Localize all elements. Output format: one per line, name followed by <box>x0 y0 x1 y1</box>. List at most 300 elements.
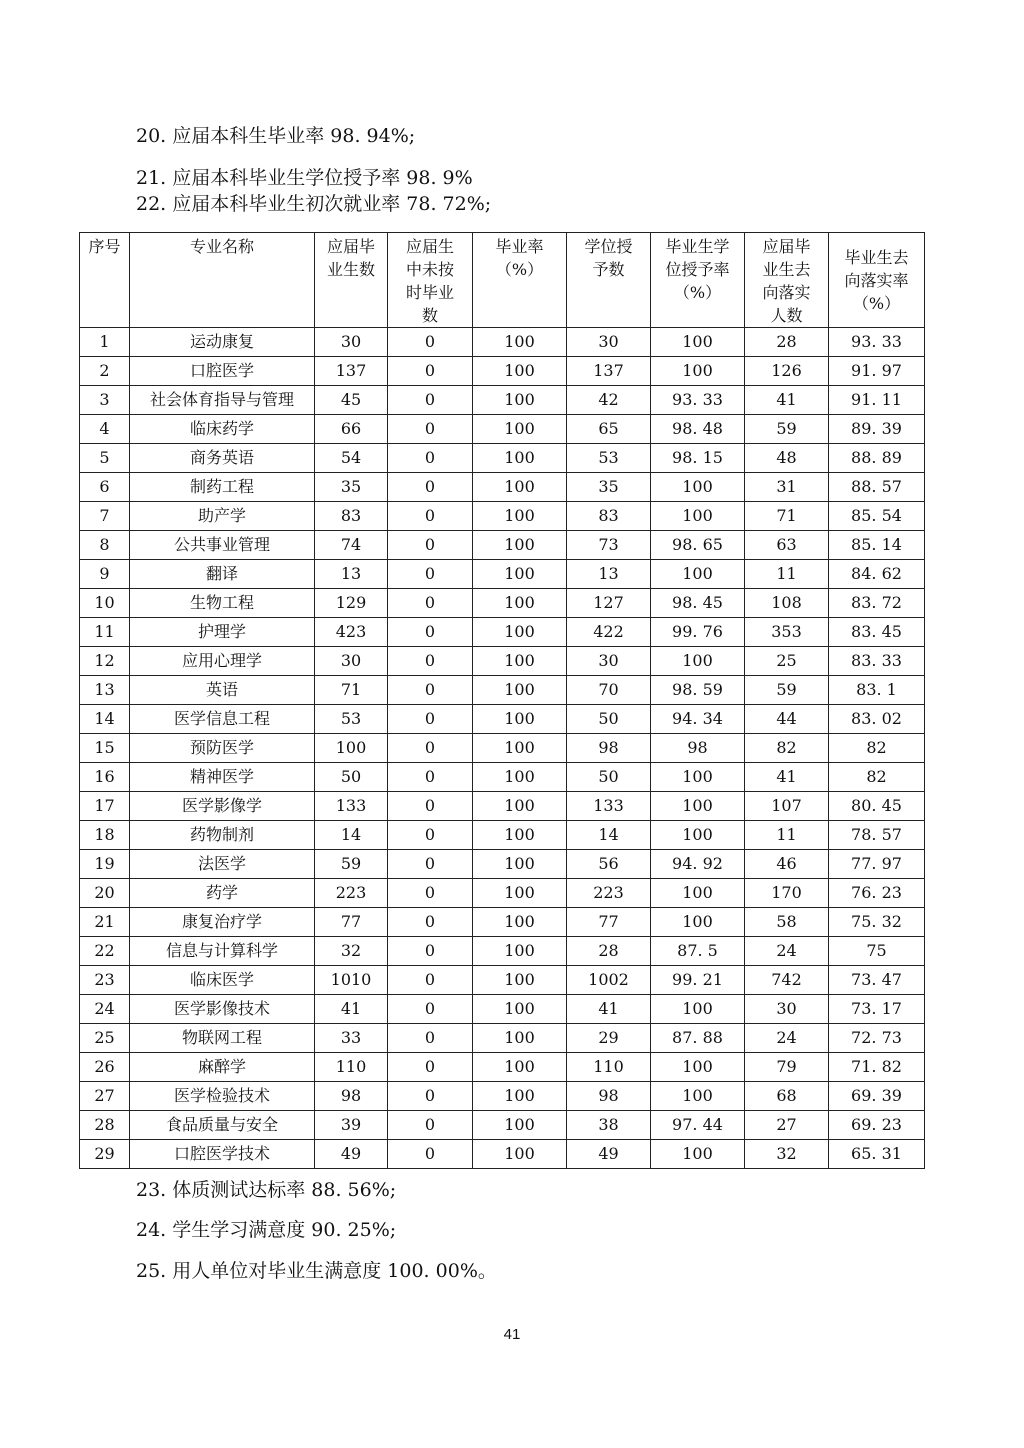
table-row <box>80 676 925 705</box>
table-cell: 129 <box>315 589 388 618</box>
table-cell: 83 <box>567 502 651 531</box>
table-cell: 223 <box>567 879 651 908</box>
table-cell: 麻醉学 <box>130 1053 315 1082</box>
table-cell: 0 <box>388 444 473 473</box>
table-cell: 12 <box>80 647 130 676</box>
table-cell: 0 <box>388 792 473 821</box>
table-cell: 170 <box>745 879 829 908</box>
table-cell: 0 <box>388 1024 473 1053</box>
table-row <box>80 415 925 444</box>
table-cell: 65 <box>567 415 651 444</box>
table-cell: 口腔医学 <box>130 357 315 386</box>
table-row <box>80 1111 925 1140</box>
column-header <box>80 233 130 328</box>
table-cell: 100 <box>651 647 745 676</box>
table-cell: 94. 92 <box>651 850 745 879</box>
table-cell: 8 <box>80 531 130 560</box>
table-cell: 22 <box>80 937 130 966</box>
table-cell: 87. 5 <box>651 937 745 966</box>
table-row <box>80 618 925 647</box>
table-row <box>80 589 925 618</box>
table-cell: 30 <box>315 328 388 357</box>
table-cell: 133 <box>315 792 388 821</box>
table-cell: 24 <box>745 937 829 966</box>
table-cell: 口腔医学技术 <box>130 1140 315 1169</box>
table-cell: 32 <box>745 1140 829 1169</box>
table-cell: 1002 <box>567 966 651 995</box>
table-cell: 100 <box>473 589 567 618</box>
table-cell: 93. 33 <box>651 386 745 415</box>
column-header <box>473 233 567 328</box>
table-cell: 29 <box>80 1140 130 1169</box>
table-cell: 73. 47 <box>829 966 925 995</box>
table-cell: 15 <box>80 734 130 763</box>
table-cell: 0 <box>388 966 473 995</box>
table-cell: 100 <box>473 676 567 705</box>
table-row <box>80 850 925 879</box>
table-cell: 商务英语 <box>130 444 315 473</box>
page-number: 41 <box>503 1326 521 1343</box>
table-cell: 4 <box>80 415 130 444</box>
table-cell: 30 <box>567 647 651 676</box>
table-cell: 31 <box>745 473 829 502</box>
table-row <box>80 328 925 357</box>
column-header-line: 时毕业 <box>405 283 454 302</box>
table-cell: 100 <box>651 821 745 850</box>
table-cell: 0 <box>388 850 473 879</box>
table-cell: 28 <box>567 937 651 966</box>
table-cell: 59 <box>315 850 388 879</box>
table-cell: 100 <box>473 502 567 531</box>
table-cell: 11 <box>80 618 130 647</box>
table-cell: 97. 44 <box>651 1111 745 1140</box>
paragraph-item-24: 24. 学生学习满意度 90. 25%; <box>136 1219 397 1241</box>
table-cell: 45 <box>315 386 388 415</box>
paragraph-item-21: 21. 应届本科毕业生学位授予率 98. 9% <box>136 167 473 189</box>
table-cell: 127 <box>567 589 651 618</box>
table-cell: 100 <box>315 734 388 763</box>
table-cell: 100 <box>473 444 567 473</box>
table-cell: 100 <box>473 850 567 879</box>
table-cell: 23 <box>80 966 130 995</box>
table-row <box>80 386 925 415</box>
table-cell: 35 <box>315 473 388 502</box>
table-cell: 100 <box>473 1111 567 1140</box>
table-cell: 41 <box>315 995 388 1024</box>
table-cell: 100 <box>473 1140 567 1169</box>
table-cell: 100 <box>473 1082 567 1111</box>
table-cell: 99. 21 <box>651 966 745 995</box>
table-cell: 信息与计算科学 <box>130 937 315 966</box>
column-header-line: 向落实率 <box>844 270 909 290</box>
table-cell: 0 <box>388 415 473 444</box>
table-cell: 翻译 <box>130 560 315 589</box>
table-cell: 83 <box>315 502 388 531</box>
table-cell: 68 <box>745 1082 829 1111</box>
table-cell: 41 <box>745 763 829 792</box>
table-cell: 44 <box>745 705 829 734</box>
table-cell: 14 <box>315 821 388 850</box>
table-cell: 69. 23 <box>829 1111 925 1140</box>
column-header-line: （%） <box>852 293 901 313</box>
table-cell: 77. 97 <box>829 850 925 879</box>
table-cell: 27 <box>745 1111 829 1140</box>
table-cell: 0 <box>388 705 473 734</box>
column-header-line: 数 <box>421 306 438 325</box>
table-cell: 126 <box>745 357 829 386</box>
table-cell: 0 <box>388 357 473 386</box>
table-cell: 14 <box>80 705 130 734</box>
table-cell: 100 <box>473 966 567 995</box>
table-cell: 70 <box>567 676 651 705</box>
table-cell: 5 <box>80 444 130 473</box>
table-cell: 71. 82 <box>829 1053 925 1082</box>
table-cell: 223 <box>315 879 388 908</box>
table-cell: 91. 97 <box>829 357 925 386</box>
table-cell: 100 <box>473 357 567 386</box>
table-cell: 32 <box>315 937 388 966</box>
column-header-line: 予数 <box>592 260 625 279</box>
table-cell: 69. 39 <box>829 1082 925 1111</box>
table-cell: 护理学 <box>130 618 315 647</box>
table-cell: 87. 88 <box>651 1024 745 1053</box>
table-cell: 98 <box>567 734 651 763</box>
table-cell: 26 <box>80 1053 130 1082</box>
table-cell: 医学影像学 <box>130 792 315 821</box>
table-cell: 82 <box>745 734 829 763</box>
table-cell: 医学影像技术 <box>130 995 315 1024</box>
table-row <box>80 1024 925 1053</box>
table-cell: 33 <box>315 1024 388 1053</box>
table-cell: 精神医学 <box>130 763 315 792</box>
table-cell: 423 <box>315 618 388 647</box>
table-cell: 0 <box>388 821 473 850</box>
column-header <box>388 233 473 328</box>
table-row <box>80 966 925 995</box>
table-cell: 98. 65 <box>651 531 745 560</box>
table-cell: 24 <box>80 995 130 1024</box>
column-header-line: 应届毕 <box>762 237 811 256</box>
table-row <box>80 705 925 734</box>
table-cell: 41 <box>745 386 829 415</box>
table-cell: 85. 54 <box>829 502 925 531</box>
table-cell: 运动康复 <box>130 328 315 357</box>
table-cell: 3 <box>80 386 130 415</box>
paragraph-item-22: 22. 应届本科毕业生初次就业率 78. 72%; <box>136 193 492 215</box>
table-cell: 49 <box>315 1140 388 1169</box>
table-row <box>80 1053 925 1082</box>
table-cell: 83. 02 <box>829 705 925 734</box>
table-cell: 25 <box>745 647 829 676</box>
table-row <box>80 560 925 589</box>
table-cell: 物联网工程 <box>130 1024 315 1053</box>
table-cell: 100 <box>473 618 567 647</box>
table-cell: 英语 <box>130 676 315 705</box>
table-cell: 预防医学 <box>130 734 315 763</box>
table-cell: 25 <box>80 1024 130 1053</box>
table-cell: 康复治疗学 <box>130 908 315 937</box>
table-cell: 0 <box>388 676 473 705</box>
table-cell: 58 <box>745 908 829 937</box>
table-cell: 临床药学 <box>130 415 315 444</box>
table-row <box>80 734 925 763</box>
table-cell: 0 <box>388 328 473 357</box>
table-cell: 0 <box>388 589 473 618</box>
table-cell: 75. 32 <box>829 908 925 937</box>
table-cell: 88. 57 <box>829 473 925 502</box>
table-cell: 27 <box>80 1082 130 1111</box>
paragraph-item-20: 20. 应届本科生毕业率 98. 94%; <box>136 125 416 147</box>
table-row <box>80 879 925 908</box>
column-header <box>315 233 388 328</box>
column-header-line: 位授予率 <box>665 260 730 279</box>
table-cell: 100 <box>473 415 567 444</box>
table-cell: 28 <box>80 1111 130 1140</box>
table-cell: 41 <box>567 995 651 1024</box>
table-row <box>80 473 925 502</box>
header-row <box>80 233 925 328</box>
table-cell: 24 <box>745 1024 829 1053</box>
column-header <box>567 233 651 328</box>
table-cell: 30 <box>567 328 651 357</box>
table-cell: 100 <box>473 734 567 763</box>
table-row <box>80 1082 925 1111</box>
table-cell: 100 <box>473 879 567 908</box>
table-cell: 100 <box>473 1024 567 1053</box>
column-header-line: 向落实 <box>762 283 811 302</box>
table-cell: 53 <box>567 444 651 473</box>
table-cell: 83. 1 <box>829 676 925 705</box>
paragraph-item-25: 25. 用人单位对毕业生满意度 100. 00%。 <box>136 1260 497 1282</box>
table-cell: 100 <box>473 821 567 850</box>
table-cell: 11 <box>745 560 829 589</box>
table-cell: 108 <box>745 589 829 618</box>
table-cell: 79 <box>745 1053 829 1082</box>
table-cell: 74 <box>315 531 388 560</box>
table-cell: 100 <box>473 705 567 734</box>
table-cell: 137 <box>315 357 388 386</box>
table-cell: 100 <box>651 473 745 502</box>
table-cell: 0 <box>388 908 473 937</box>
table-cell: 100 <box>651 1140 745 1169</box>
table-cell: 100 <box>473 937 567 966</box>
table-cell: 药物制剂 <box>130 821 315 850</box>
table-cell: 82 <box>829 734 925 763</box>
column-header-line: 专业名称 <box>189 237 254 256</box>
column-header <box>829 233 925 328</box>
column-header-line: 毕业生去 <box>844 247 909 267</box>
column-header-line: 业生数 <box>326 260 375 279</box>
table-cell: 48 <box>745 444 829 473</box>
table-cell: 13 <box>315 560 388 589</box>
table-cell: 422 <box>567 618 651 647</box>
table-cell: 77 <box>315 908 388 937</box>
column-header-line: 业生去 <box>762 260 811 279</box>
table-cell: 助产学 <box>130 502 315 531</box>
table-cell: 742 <box>745 966 829 995</box>
table-cell: 59 <box>745 676 829 705</box>
table-cell: 99. 76 <box>651 618 745 647</box>
table-cell: 73. 17 <box>829 995 925 1024</box>
table-cell: 30 <box>745 995 829 1024</box>
table-cell: 49 <box>567 1140 651 1169</box>
column-header-line: 应届毕 <box>326 237 375 256</box>
table-cell: 83. 33 <box>829 647 925 676</box>
table-cell: 98. 59 <box>651 676 745 705</box>
table-cell: 9 <box>80 560 130 589</box>
table-cell: 6 <box>80 473 130 502</box>
table-cell: 0 <box>388 647 473 676</box>
table-cell: 110 <box>567 1053 651 1082</box>
table-cell: 88. 89 <box>829 444 925 473</box>
table-cell: 0 <box>388 386 473 415</box>
table-cell: 100 <box>473 792 567 821</box>
column-header-line: 应届生 <box>405 237 454 256</box>
table-cell: 生物工程 <box>130 589 315 618</box>
table-cell: 7 <box>80 502 130 531</box>
table-cell: 2 <box>80 357 130 386</box>
table-header <box>80 233 925 328</box>
table-cell: 制药工程 <box>130 473 315 502</box>
table-cell: 0 <box>388 618 473 647</box>
table-cell: 100 <box>473 473 567 502</box>
table-cell: 98. 15 <box>651 444 745 473</box>
table-cell: 0 <box>388 1140 473 1169</box>
table-cell: 39 <box>315 1111 388 1140</box>
column-header-line: 中未按 <box>405 260 454 279</box>
table-row <box>80 357 925 386</box>
graduation-statistics-table <box>79 232 925 1169</box>
table-cell: 137 <box>567 357 651 386</box>
table-cell: 100 <box>473 908 567 937</box>
table-cell: 98 <box>567 1082 651 1111</box>
table-cell: 0 <box>388 1082 473 1111</box>
table-cell: 75 <box>829 937 925 966</box>
table-cell: 100 <box>473 647 567 676</box>
table-cell: 13 <box>567 560 651 589</box>
table-cell: 0 <box>388 763 473 792</box>
table-cell: 21 <box>80 908 130 937</box>
table-cell: 77 <box>567 908 651 937</box>
table-cell: 53 <box>315 705 388 734</box>
table-cell: 100 <box>651 792 745 821</box>
table-cell: 91. 11 <box>829 386 925 415</box>
table-cell: 80. 45 <box>829 792 925 821</box>
table-cell: 42 <box>567 386 651 415</box>
table-row <box>80 937 925 966</box>
table-cell: 100 <box>651 763 745 792</box>
table-cell: 100 <box>473 328 567 357</box>
table-cell: 14 <box>567 821 651 850</box>
table-cell: 10 <box>80 589 130 618</box>
table-row <box>80 531 925 560</box>
table-cell: 0 <box>388 1111 473 1140</box>
table-cell: 78. 57 <box>829 821 925 850</box>
column-header <box>745 233 829 328</box>
table-row <box>80 995 925 1024</box>
table-cell: 100 <box>473 560 567 589</box>
table-row <box>80 763 925 792</box>
paragraph-item-23: 23. 体质测试达标率 88. 56%; <box>136 1179 397 1201</box>
table-cell: 药学 <box>130 879 315 908</box>
table-cell: 30 <box>315 647 388 676</box>
table-cell: 46 <box>745 850 829 879</box>
column-header-line: 人数 <box>770 306 803 325</box>
table-cell: 社会体育指导与管理 <box>130 386 315 415</box>
table-cell: 0 <box>388 560 473 589</box>
table-cell: 17 <box>80 792 130 821</box>
table-cell: 65. 31 <box>829 1140 925 1169</box>
table-cell: 0 <box>388 1053 473 1082</box>
table-cell: 54 <box>315 444 388 473</box>
table-cell: 100 <box>651 1082 745 1111</box>
table-cell: 35 <box>567 473 651 502</box>
table-cell: 66 <box>315 415 388 444</box>
table-cell: 0 <box>388 531 473 560</box>
table-cell: 100 <box>473 386 567 415</box>
table-cell: 56 <box>567 850 651 879</box>
table-cell: 82 <box>829 763 925 792</box>
table-row <box>80 792 925 821</box>
table-cell: 100 <box>651 908 745 937</box>
table-cell: 1010 <box>315 966 388 995</box>
table-cell: 1 <box>80 328 130 357</box>
table-row <box>80 908 925 937</box>
table-cell: 50 <box>567 763 651 792</box>
table-cell: 50 <box>315 763 388 792</box>
column-header-line: （%） <box>673 283 722 302</box>
table-cell: 100 <box>473 1053 567 1082</box>
table-cell: 13 <box>80 676 130 705</box>
table-row <box>80 1140 925 1169</box>
table-cell: 73 <box>567 531 651 560</box>
table-cell: 100 <box>651 502 745 531</box>
table-cell: 16 <box>80 763 130 792</box>
table-cell: 0 <box>388 502 473 531</box>
table-cell: 食品质量与安全 <box>130 1111 315 1140</box>
table-cell: 0 <box>388 937 473 966</box>
table-cell: 100 <box>651 879 745 908</box>
table-cell: 公共事业管理 <box>130 531 315 560</box>
table-cell: 18 <box>80 821 130 850</box>
table-cell: 353 <box>745 618 829 647</box>
table-row <box>80 647 925 676</box>
table-cell: 应用心理学 <box>130 647 315 676</box>
column-header-line: （%） <box>495 260 544 279</box>
table-cell: 11 <box>745 821 829 850</box>
table-cell: 0 <box>388 995 473 1024</box>
column-header-line: 毕业生学 <box>665 237 730 256</box>
table-cell: 98. 45 <box>651 589 745 618</box>
table-cell: 28 <box>745 328 829 357</box>
table-row <box>80 502 925 531</box>
column-header-line: 毕业率 <box>495 237 544 256</box>
table-cell: 83. 45 <box>829 618 925 647</box>
table-cell: 0 <box>388 734 473 763</box>
table-cell: 100 <box>651 560 745 589</box>
table-cell: 59 <box>745 415 829 444</box>
table-cell: 84. 62 <box>829 560 925 589</box>
table-cell: 0 <box>388 473 473 502</box>
table-cell: 83. 72 <box>829 589 925 618</box>
table-cell: 100 <box>473 763 567 792</box>
table-cell: 89. 39 <box>829 415 925 444</box>
table-cell: 医学检验技术 <box>130 1082 315 1111</box>
table-cell: 98 <box>651 734 745 763</box>
column-header-line: 序号 <box>88 237 121 256</box>
table-cell: 76. 23 <box>829 879 925 908</box>
table-cell: 50 <box>567 705 651 734</box>
